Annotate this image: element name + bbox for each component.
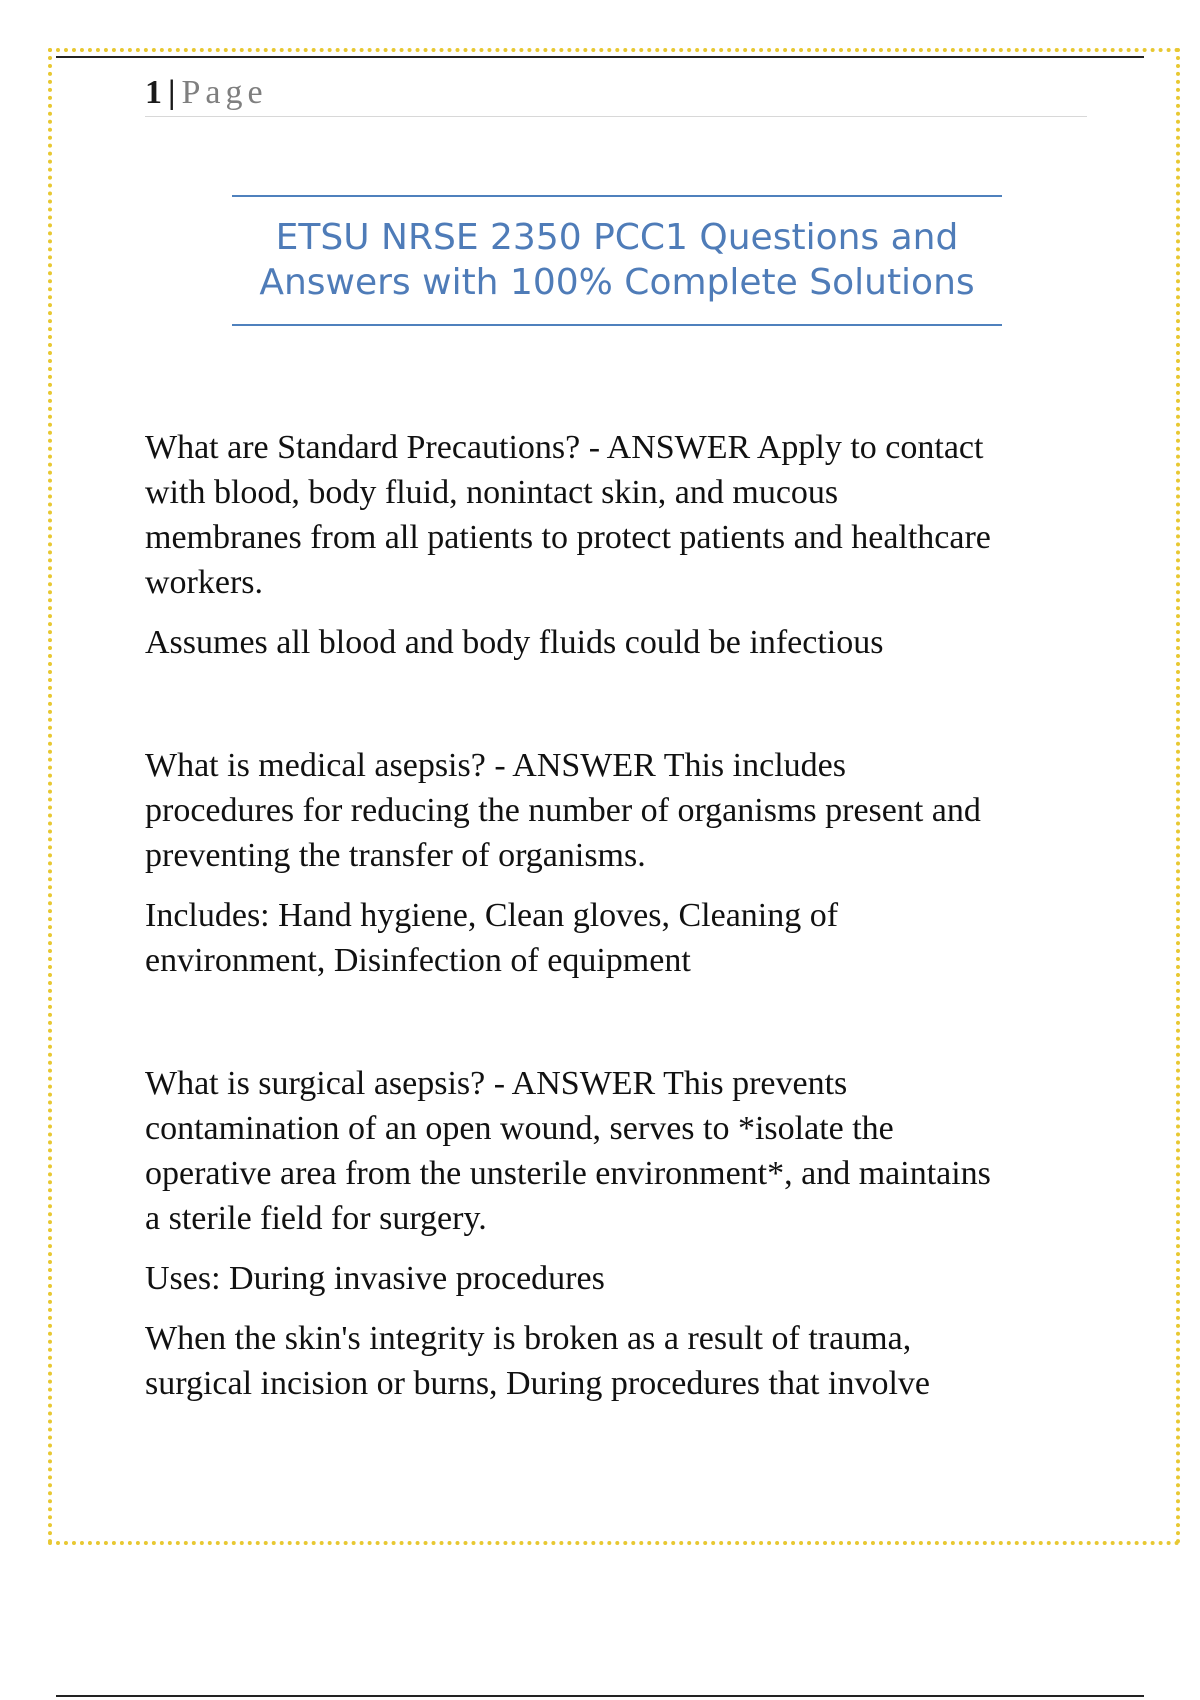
answer-line: contamination of an open wound, serves to *isolate the [145,1110,894,1147]
answer-line: membranes from all patients to protect patients and healthcare [145,519,991,556]
page-separator: | [168,74,176,111]
answer-line: a sterile field for surgery. [145,1200,487,1237]
qa-surgical-asepsis [145,1061,1085,1406]
answer-note: environment, Disinfection of equipment [145,942,691,979]
answer-line: workers. [145,564,264,601]
answer-line: preventing the transfer of organisms. [145,837,646,874]
document-body [145,425,1085,1406]
page-label: Page [181,74,268,111]
answer-note: When the skin's integrity is broken as a result of trauma, [145,1320,912,1357]
answer-line: What is surgical asepsis? - ANSWER This prevents [145,1065,848,1102]
title-line-1: ETSU NRSE 2350 PCC1 Questions and [275,217,959,258]
answer-note: surgical incision or burns, During procedures that involve [145,1365,930,1402]
title-line-2: Answers with 100% Complete Solutions [259,262,975,303]
bottom-rule [56,1695,1144,1697]
answer-line: What are Standard Precautions? - ANSWER Apply to contact [145,429,984,466]
answer-line: operative area from the unsterile environment*, and maintains [145,1155,991,1192]
document-title [232,195,1002,326]
answer-line: with blood, body fluid, nonintact skin, and mucous [145,474,839,511]
answer-note: Includes: Hand hygiene, Clean gloves, Cleaning of [145,897,839,934]
answer-line: What is medical asepsis? - ANSWER This includes [145,747,846,784]
qa-medical-asepsis [145,743,1085,983]
page-number: 1 [145,74,162,111]
qa-standard-precautions [145,425,1085,665]
answer-note: Uses: During invasive procedures [145,1260,605,1297]
page-header [145,70,1087,117]
answer-note: Assumes all blood and body fluids could be infectious [145,624,884,661]
answer-line: procedures for reducing the number of organisms present and [145,792,981,829]
